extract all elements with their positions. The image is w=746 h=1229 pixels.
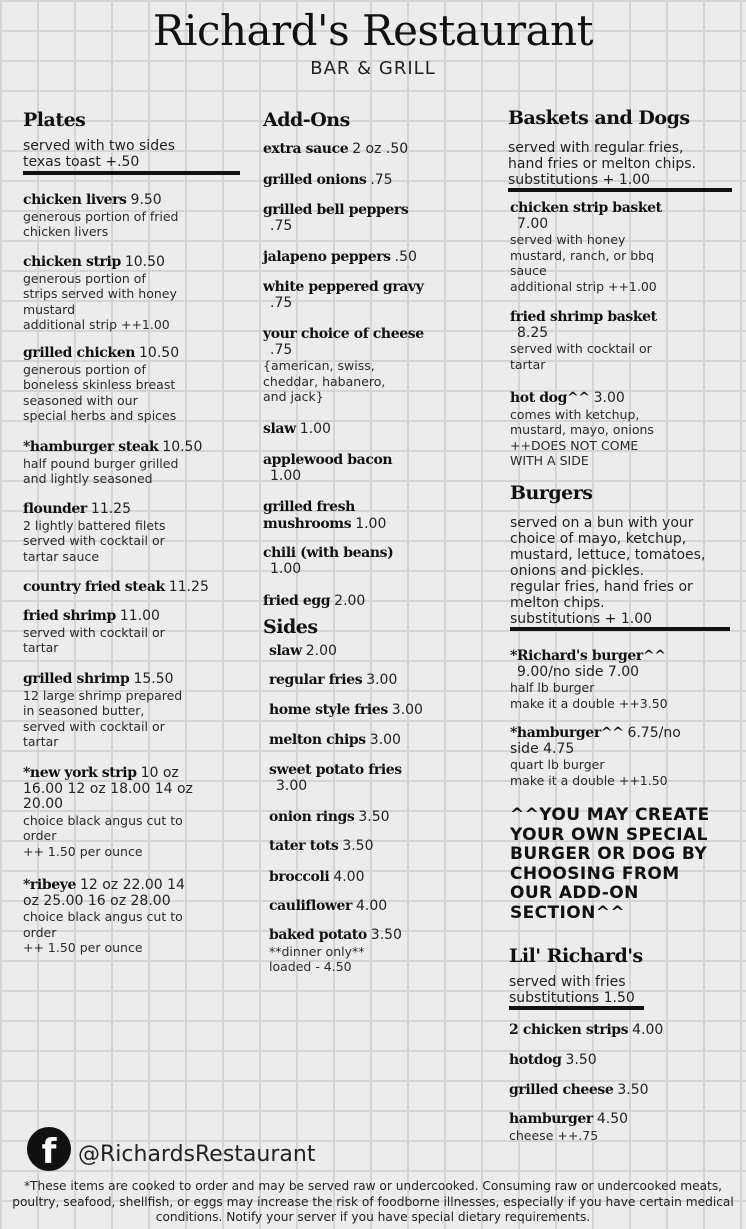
menu-item-name: your choice of cheese [263,326,424,342]
burgers-heading: Burgers [510,482,593,504]
menu-item-line [263,172,498,189]
menu-item [263,421,498,438]
disclaimer-line: poultry, seafood, shellfish, or eggs may increase the risk of foodborne illnesses, especially if you have certain medical [12,1194,734,1209]
menu-item [509,1052,739,1069]
menu-item-description: additional strip ++1.00 [510,278,657,294]
menu-item-line [263,326,498,343]
menu-item-price: 20.00 [23,796,64,812]
menu-item-name: 2 chicken strips [509,1022,629,1038]
lil-intro-line: served with fries [509,974,626,990]
menu-item-description: choice black angus cut to [23,909,183,924]
burgers-intro-line: melton chips. [510,595,605,611]
menu-item [510,725,740,788]
menu-item [269,732,494,749]
menu-item-line [263,499,498,532]
burgers-intro-line: mustard, lettuce, tomatoes, [510,547,706,563]
menu-item-line [23,877,241,894]
menu-item-description: 2 lightly battered filets [23,517,166,533]
menu-item-price: 8.25 [517,324,549,341]
menu-item [263,452,498,484]
menu-item-price: 3.00 [391,702,423,718]
menu-item-name: hamburger [509,1111,593,1127]
burgers-divider [510,627,730,631]
menu-item-name: fried shrimp [23,608,116,624]
menu-item-price: .75 [270,341,293,358]
menu-item [510,390,740,469]
menu-item-price: 4.50 [596,1111,629,1127]
menu-item-name: *ribeye [23,877,76,893]
menu-item-price: 1.00 [270,560,302,577]
menu-item-name: *Richard's burger^^ [510,648,666,664]
menu-item-name: chicken strip basket [510,200,662,216]
menu-item-line [269,672,494,689]
menu-item-line [263,202,498,219]
sides-heading: Sides [263,616,318,638]
menu-item-name: chicken livers [23,192,127,208]
menu-item-line [510,390,740,407]
menu-item-line [23,608,241,625]
menu-item-name: hotdog [509,1052,562,1068]
menu-item-price: 11.25 [168,579,209,595]
menu-item-name: broccoli [269,869,330,885]
menu-item [269,809,494,826]
menu-item-name: regular fries [269,672,363,688]
menu-item [269,672,494,689]
callout-line: BURGER OR DOG BY [510,844,708,864]
menu-item-price: 7.00 [517,215,549,232]
menu-item-line [23,439,241,456]
menu-item-name: grilled bell peppers [263,202,409,218]
menu-item-line [23,579,241,596]
menu-item-description: ++DOES NOT COME [510,437,639,453]
menu-item-description: seasoned with our [23,392,138,408]
menu-item-name: *hamburger steak [23,439,159,455]
menu-item-description: generous portion of [23,270,146,286]
menu-item-description: tartar [23,640,59,655]
menu-item-line [23,671,241,688]
menu-item-price: 4.00 [333,869,365,885]
menu-item-description: make it a double ++3.50 [510,695,668,711]
menu-item-price: 3.00 [593,390,625,406]
baskets-heading: Baskets and Dogs [508,107,690,129]
menu-item-price: 10.50 [139,345,180,361]
menu-item-line [269,838,494,855]
menu-item [23,671,241,750]
menu-item-line [269,732,494,749]
menu-item [510,309,740,372]
lil-heading: Lil' Richard's [509,945,643,967]
menu-item-name: extra sauce [263,141,349,157]
menu-item-price: 15.50 [133,671,174,687]
callout-line: OUR ADD-ON [510,883,639,903]
menu-item-description: comes with ketchup, [510,406,640,422]
menu-item-line [23,765,241,782]
menu-item [23,579,241,596]
menu-item [23,254,241,333]
menu-item-description: additional strip ++1.00 [23,317,170,332]
menu-item-line [23,345,241,362]
menu-item-line [23,192,241,209]
menu-item [263,545,498,577]
menu-item-line [510,725,740,742]
menu-item-price: 3.00 [366,672,398,688]
menu-item-price: 1.00 [270,467,302,484]
menu-item-name: grilled cheese [509,1082,614,1098]
menu-item-name: jalapeno peppers [263,249,391,265]
menu-item-description: {american, swiss, [263,358,375,373]
menu-item-name: baked potato [269,927,367,943]
burgers-section [510,481,738,631]
menu-item-line [509,1082,739,1099]
addon-callout [510,806,740,923]
baskets-intro-line: hand fries or melton chips. [508,156,696,172]
plates-intro [23,138,241,170]
menu-item [263,499,498,532]
menu-item-price: 3.50 [358,809,390,825]
lil-intro [509,974,739,1006]
menu-item [269,869,494,886]
menu-item-line [510,648,740,665]
addons-heading: Add-Ons [263,109,350,131]
menu-item [509,1022,739,1039]
menu-item-price: 9.50 [130,192,162,208]
menu-item-name: grilled onions [263,172,367,188]
callout-line: ^^YOU MAY CREATE [510,805,710,825]
menu-item-line [510,200,740,217]
menu-item-price: 3.50 [565,1052,597,1068]
menu-item-name: onion rings [269,809,355,825]
menu-item-description: half lb burger [510,680,595,695]
burgers-intro-line: served on a bun with your [510,515,694,531]
menu-item-name: mushrooms [263,515,352,532]
menu-item-line [510,309,740,326]
menu-item-price: 1.00 [299,421,331,437]
menu-item-name: fried shrimp basket [510,309,657,325]
menu-item-description: special herbs and spices [23,408,177,423]
plates-divider [23,171,240,175]
menu-item-price: 4.00 [632,1022,664,1038]
menu-item-description: make it a double ++1.50 [510,772,668,788]
menu-item-price: 2.00 [334,593,366,609]
menu-item-price: 6.75/no [627,725,681,741]
menu-item [23,501,241,564]
menu-item [269,702,494,719]
menu-item-name: fried egg [263,593,331,609]
disclaimer-line: conditions. Notify your server if you have special dietary requirements. [155,1210,591,1224]
menu-item-name: *new york strip [23,765,137,781]
menu-item [23,765,241,859]
menu-item-description: generous portion of [23,361,146,377]
menu-item-price: 10.50 [124,254,165,270]
menu-item-name: flounder [23,501,87,517]
burgers-intro [510,515,738,627]
menu-item-price: 10.50 [162,439,203,455]
callout-line: CHOOSING FROM [510,863,680,884]
menu-item-name: chicken strip [23,254,121,270]
menu-item-price: 10 oz [140,765,179,781]
menu-item-name: tater tots [269,838,339,854]
menu-item-description: tartar sauce [23,548,100,564]
plates-intro-line: texas toast +.50 [23,154,140,170]
menu-item [263,172,498,189]
callout-line: SECTION^^ [510,902,626,923]
lil-intro-line: substitutions 1.50 [509,990,635,1006]
menu-item-line [263,452,498,469]
menu-item-price: 2 oz .50 [352,141,409,157]
menu-item [510,648,740,711]
menu-item-line [269,809,494,826]
menu-item-price: 11.00 [119,608,160,624]
menu-item [269,927,494,975]
menu-item-line [263,545,498,562]
menu-item [263,279,498,311]
facebook-icon[interactable]: f [27,1127,71,1171]
menu-item-price: 3.00 [276,777,308,794]
menu-item-description: ++ 1.50 per ounce [23,940,143,955]
menu-item-description: and lightly seasoned [23,471,153,486]
menu-item-description: served with cocktail or [23,718,165,734]
menu-item-name: home style fries [269,702,388,718]
menu-item-name: grilled shrimp [23,671,130,687]
menu-item-line [263,279,498,296]
menu-item-price: 11.25 [90,501,131,517]
menu-item-line [269,643,494,660]
menu-item-description: cheddar, habanero, [263,373,386,389]
menu-item-name: grilled chicken [23,345,136,361]
menu-item-price: 3.00 [369,732,401,748]
menu-item-line [263,593,498,610]
plates-heading: Plates [23,109,86,131]
menu-item-price: oz 25.00 16 oz 28.00 [23,892,171,909]
menu-item [263,249,498,266]
menu-item-name: slaw [263,421,296,437]
menu-item-price: side 4.75 [510,740,575,757]
burgers-intro-line: substitutions + 1.00 [510,611,653,627]
menu-item-price: .75 [370,172,393,188]
menu-item-description: boneless skinless breast [23,377,176,392]
menu-item [263,202,498,234]
burgers-intro-line: onions and pickles. [510,563,645,579]
menu-item-name: hot dog^^ [510,390,590,406]
menu-item-price: .75 [270,217,293,234]
menu-item-price: 4.00 [356,898,388,914]
menu-item-price: 9.00/no side 7.00 [517,663,640,680]
menu-item-description: served with cocktail or [23,533,165,548]
menu-item-name: cauliflower [269,898,353,914]
menu-item [23,192,241,240]
baskets-intro-line: served with regular fries, [508,140,684,156]
disclaimer-line: *These items are cooked to order and may be served raw or undercooked. Consuming raw or undercooked meats, [23,1179,723,1193]
menu-item-description: served with cocktail or [510,341,652,356]
menu-item-description: tartar [510,356,546,372]
menu-item-price: 3.50 [370,927,402,943]
burgers-intro-line: regular fries, hand fries or [510,579,693,595]
lil-divider [509,1006,644,1010]
menu-item [269,762,494,794]
menu-item-name: *hamburger^^ [510,725,624,741]
menu-item [263,141,498,158]
menu-item-description: half pound burger grilled [23,455,179,471]
menu-item [23,345,241,424]
menu-item-description: ++ 1.50 per ounce [23,843,143,859]
restaurant-subtitle: BAR & GRILL [310,58,436,79]
menu-item-description: 12 large shrimp prepared [23,687,183,703]
menu-item-description: mustard, ranch, or bbq [510,247,655,263]
menu-item-name: white peppered gravy [263,279,424,295]
menu-item [263,326,498,405]
baskets-section [508,106,738,192]
menu-item-price: 3.50 [342,838,374,854]
menu-item-name: melton chips [269,732,366,748]
lil-section [509,944,739,1010]
menu-item-description: order [23,924,57,940]
burgers-intro-line: choice of mayo, ketchup, [510,531,687,547]
menu-item [509,1082,739,1099]
menu-item-line [269,927,494,944]
menu-item-name: slaw [269,643,302,659]
menu-item-description: chicken livers [23,224,109,239]
menu-item-name: country fried steak [23,579,165,595]
menu-item-description: served with cocktail or [23,624,165,640]
menu-item-line [23,501,241,518]
menu-item-price: 12 oz 22.00 14 [79,877,185,893]
menu-item-description: tartar [23,734,59,749]
menu-item [509,1111,739,1143]
menu-item-description: mustard [23,301,76,317]
menu-item-name: sweet potato fries [269,762,402,778]
restaurant-title: Richard's Restaurant [152,6,594,55]
menu-item [23,608,241,656]
menu-item-description: order [23,828,57,843]
menu-item [23,877,241,956]
baskets-divider [508,188,732,192]
menu-item-description: generous portion of fried [23,208,179,224]
facebook-handle[interactable]: @RichardsRestaurant [78,1142,316,1167]
menu-item [23,439,241,487]
menu-item-description: in seasoned butter, [23,703,145,718]
menu-item-line [263,249,498,266]
baskets-intro-line: substitutions + 1.00 [508,172,651,188]
plates-intro-line: served with two sides [23,138,175,154]
plates-section [23,108,241,175]
addons-section [263,108,493,132]
menu-item-description: choice black angus cut to [23,812,183,828]
menu-item-name: chili (with beans) [263,545,394,561]
menu-item-description: served with honey [510,232,626,247]
menu-item [269,898,494,915]
menu-item-description: WITH A SIDE [510,453,589,468]
menu-item [263,593,498,610]
menu-item-line [263,421,498,438]
menu-item-price: 1.00 [355,515,387,532]
menu-item-price: .75 [270,294,293,311]
menu-item-description: cheese ++.75 [509,1127,599,1143]
menu-item-description: quart lb burger [510,757,605,772]
menu-item-line [269,869,494,886]
menu-item [269,838,494,855]
menu-item-line [263,141,498,158]
disclaimer [6,1179,740,1226]
menu-item-line [269,762,494,779]
menu-item-description: and jack} [263,389,324,404]
menu-item-line [269,702,494,719]
menu-item [269,643,494,660]
sides-section [263,615,493,639]
menu-item-line [269,898,494,915]
menu-item-description: strips served with honey [23,286,177,301]
menu-item-price: 16.00 12 oz 18.00 14 oz [23,780,193,797]
callout-line: YOUR OWN SPECIAL [510,824,708,845]
menu-item-name: applewood bacon [263,452,393,468]
menu-item [510,200,740,294]
menu-item-description: mustard, mayo, onions [510,422,654,437]
menu-item-name: grilled fresh [263,499,355,515]
menu-item-description: sauce [510,263,547,278]
menu-item-description: **dinner only** [269,943,365,959]
menu-item-line [509,1022,739,1039]
menu-item-price: .50 [394,249,417,265]
menu-item-price: 3.50 [617,1082,649,1098]
menu-item-line [509,1052,739,1069]
menu-item-line [23,254,241,271]
menu-item-line [509,1111,739,1128]
menu-item-description: loaded - 4.50 [269,959,352,974]
baskets-intro [508,140,738,188]
menu-item-price: 2.00 [305,643,337,659]
